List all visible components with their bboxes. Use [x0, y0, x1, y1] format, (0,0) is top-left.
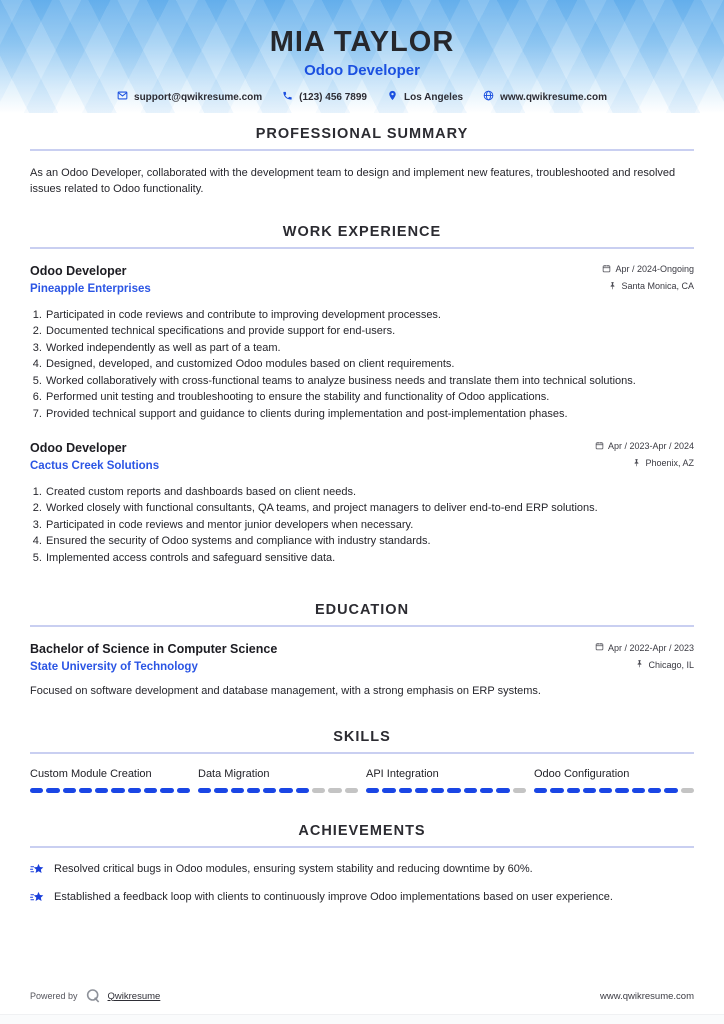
job-bullet: 1. Created custom reports and dashboards based on client needs.: [45, 484, 694, 500]
globe-icon: [483, 90, 494, 104]
resume-body: [0, 113, 724, 978]
job-bullet: 2. Documented technical specifications and provide support for end-users.: [45, 323, 694, 339]
job-bullet: 2. Worked closely with functional consultants, QA teams, and project managers to deliver end-to-end ERP solutions.: [45, 500, 694, 516]
skill-name: Data Migration: [198, 768, 270, 781]
candidate-name: MIA TAYLOR: [269, 26, 455, 58]
skill-level-dash: [664, 788, 677, 793]
experience-divider: [30, 247, 694, 249]
page-bottom-strip: [0, 1014, 724, 1024]
email-icon: [117, 90, 128, 104]
phone-icon: [282, 90, 293, 104]
experience-entry: [30, 441, 694, 566]
degree-title: Bachelor of Science in Computer Science: [30, 642, 278, 657]
skill-name: API Integration: [366, 768, 439, 781]
star-badge-icon: [30, 891, 45, 908]
skill-level-dash: [198, 788, 211, 793]
skill-level-dash: [247, 788, 260, 793]
skill-level-dash: [550, 788, 563, 793]
skill-level-dash: [95, 788, 108, 793]
skill-level-dash: [681, 788, 694, 793]
skill-level-dash: [46, 788, 59, 793]
job-bullet: 5. Worked collaboratively with cross-functional teams to analyze business needs and translate them into technical solutions.: [45, 373, 694, 389]
contact-location: [387, 90, 463, 104]
calendar-icon: [602, 264, 611, 275]
skill-level-dash: [415, 788, 428, 793]
skill-level-dash: [177, 788, 190, 793]
skill-level-dash: [79, 788, 92, 793]
education-meta: [595, 642, 694, 676]
summary-text: As an Odoo Developer, collaborated with the development team to design and implement new features, troubleshooted and resolved issues related to Odoo functionality.: [30, 167, 676, 195]
skill-level-dash: [399, 788, 412, 793]
skill-level-dash: [583, 788, 596, 793]
company-name: Cactus Creek Solutions: [30, 459, 160, 472]
skill-level-bar: [198, 788, 358, 793]
education-section-title: EDUCATION: [314, 602, 410, 619]
achievement-text: Resolved critical bugs in Odoo modules, ensuring system stability and reducing downtime by 60%.: [54, 863, 533, 876]
job-bullet: 1. Participated in code reviews and contribute to improving development processes.: [45, 307, 694, 323]
job-bullet: 7. Provided technical support and guidance to clients during implementation and post-implementation phases.: [45, 406, 694, 422]
skill-level-dash: [599, 788, 612, 793]
education-entry: [30, 642, 694, 697]
footer-website: www.qwikresume.com: [600, 990, 694, 1002]
contact-location-text: Los Angeles: [403, 91, 464, 103]
skill-level-dash: [382, 788, 395, 793]
summary-section-title: PROFESSIONAL SUMMARY: [255, 126, 469, 142]
job-dates: Apr / 2023-Apr / 2024: [607, 441, 694, 452]
education-description: Focused on software development and database management, with a strong emphasis on ERP systems.: [30, 685, 541, 698]
contact-email-text: support@qwikresume.com: [134, 91, 263, 103]
skills-section-title: SKILLS: [333, 729, 391, 746]
achievement-item: [30, 863, 694, 880]
education-dates: Apr / 2022-Apr / 2023: [607, 642, 694, 653]
skill-level-dash: [496, 788, 509, 793]
job-location: Santa Monica, CA: [621, 281, 694, 292]
experience-meta: [602, 264, 694, 298]
pushpin-icon: [635, 659, 644, 670]
skill-level-dash: [214, 788, 227, 793]
job-bullet: 5. Implemented access controls and safeguard sensitive data.: [45, 550, 694, 566]
powered-by-label: Powered by: [30, 991, 78, 1001]
skill-item: [198, 768, 358, 793]
skill-level-bar: [534, 788, 694, 793]
skills-divider: [30, 752, 694, 754]
contact-phone-text: (123) 456 7899: [299, 91, 367, 103]
contact-email: [117, 90, 262, 104]
company-name: Pineapple Enterprises: [30, 282, 151, 295]
skill-level-dash: [296, 788, 309, 793]
skill-level-bar: [366, 788, 526, 793]
skill-level-dash: [366, 788, 379, 793]
job-bullet: 3. Worked independently as well as part of a team.: [45, 340, 694, 356]
candidate-title: Odoo Developer: [304, 62, 420, 80]
skill-level-dash: [615, 788, 628, 793]
skill-level-dash: [63, 788, 76, 793]
page-footer: [0, 978, 724, 1014]
skill-name: Custom Module Creation: [30, 768, 152, 781]
skill-level-dash: [447, 788, 460, 793]
skill-item: [366, 768, 526, 793]
education-entry-heading: [30, 642, 277, 673]
experience-entry-heading: [30, 441, 159, 472]
achievement-text: Established a feedback loop with clients to continuously improve Odoo implementations based on user experience.: [54, 891, 613, 904]
experience-section-title: WORK EXPERIENCE: [282, 223, 442, 240]
contact-website: [483, 90, 607, 104]
skills-grid: [30, 768, 694, 793]
skill-level-dash: [648, 788, 661, 793]
job-title: Odoo Developer: [30, 440, 127, 455]
experience-entry-heading: [30, 264, 151, 295]
skill-name: Odoo Configuration: [534, 768, 630, 781]
powered-by: [30, 988, 160, 1004]
qwikresume-logo-icon: [85, 988, 101, 1004]
skill-level-dash: [328, 788, 341, 793]
skill-level-dash: [345, 788, 358, 793]
job-bullet-list: [30, 307, 694, 422]
skill-level-dash: [263, 788, 276, 793]
job-bullet: 4. Ensured the security of Odoo systems and compliance with industry standards.: [45, 533, 694, 549]
resume-header: [0, 0, 724, 113]
summary-divider: [30, 149, 694, 151]
skill-level-bar: [30, 788, 190, 793]
job-bullet: 3. Participated in code reviews and mentor junior developers when necessary.: [45, 517, 694, 533]
school-name: State University of Technology: [30, 661, 198, 674]
education-divider: [30, 625, 694, 627]
job-dates: Apr / 2024-Ongoing: [615, 264, 694, 275]
calendar-icon: [595, 441, 604, 452]
contact-website-text: www.qwikresume.com: [500, 91, 607, 103]
skill-level-dash: [534, 788, 547, 793]
qwikresume-link[interactable]: Qwikresume: [107, 990, 161, 1002]
skill-level-dash: [128, 788, 141, 793]
star-badge-icon: [30, 863, 45, 880]
skill-level-dash: [513, 788, 526, 793]
skill-level-dash: [30, 788, 43, 793]
achievements-divider: [30, 846, 694, 848]
map-pin-icon: [387, 90, 398, 104]
contact-phone: [282, 90, 367, 104]
achievement-item: [30, 891, 694, 908]
skill-item: [534, 768, 694, 793]
achievements-section-title: ACHIEVEMENTS: [298, 823, 426, 840]
skill-level-dash: [464, 788, 477, 793]
skill-level-dash: [632, 788, 645, 793]
contact-row: [0, 90, 724, 104]
skill-level-dash: [279, 788, 292, 793]
calendar-icon: [595, 642, 604, 653]
skill-level-dash: [431, 788, 444, 793]
experience-entry: [30, 264, 694, 422]
job-bullet: 6. Performed unit testing and troubleshooting to ensure the stability and functionality of Odoo applications.: [45, 389, 694, 405]
skill-level-dash: [111, 788, 124, 793]
pushpin-icon: [632, 458, 641, 469]
skill-level-dash: [312, 788, 325, 793]
job-location: Phoenix, AZ: [645, 458, 694, 469]
skill-item: [30, 768, 190, 793]
job-bullet: 4. Designed, developed, and customized Odoo modules based on client requirements.: [45, 356, 694, 372]
skill-level-dash: [231, 788, 244, 793]
pushpin-icon: [608, 281, 617, 292]
experience-meta: [595, 441, 694, 475]
education-location: Chicago, IL: [648, 659, 694, 670]
skill-level-dash: [480, 788, 493, 793]
job-title: Odoo Developer: [30, 263, 127, 278]
skill-level-dash: [160, 788, 173, 793]
skill-level-dash: [567, 788, 580, 793]
skill-level-dash: [144, 788, 157, 793]
achievements-list: [30, 863, 694, 908]
job-bullet-list: [30, 484, 694, 566]
